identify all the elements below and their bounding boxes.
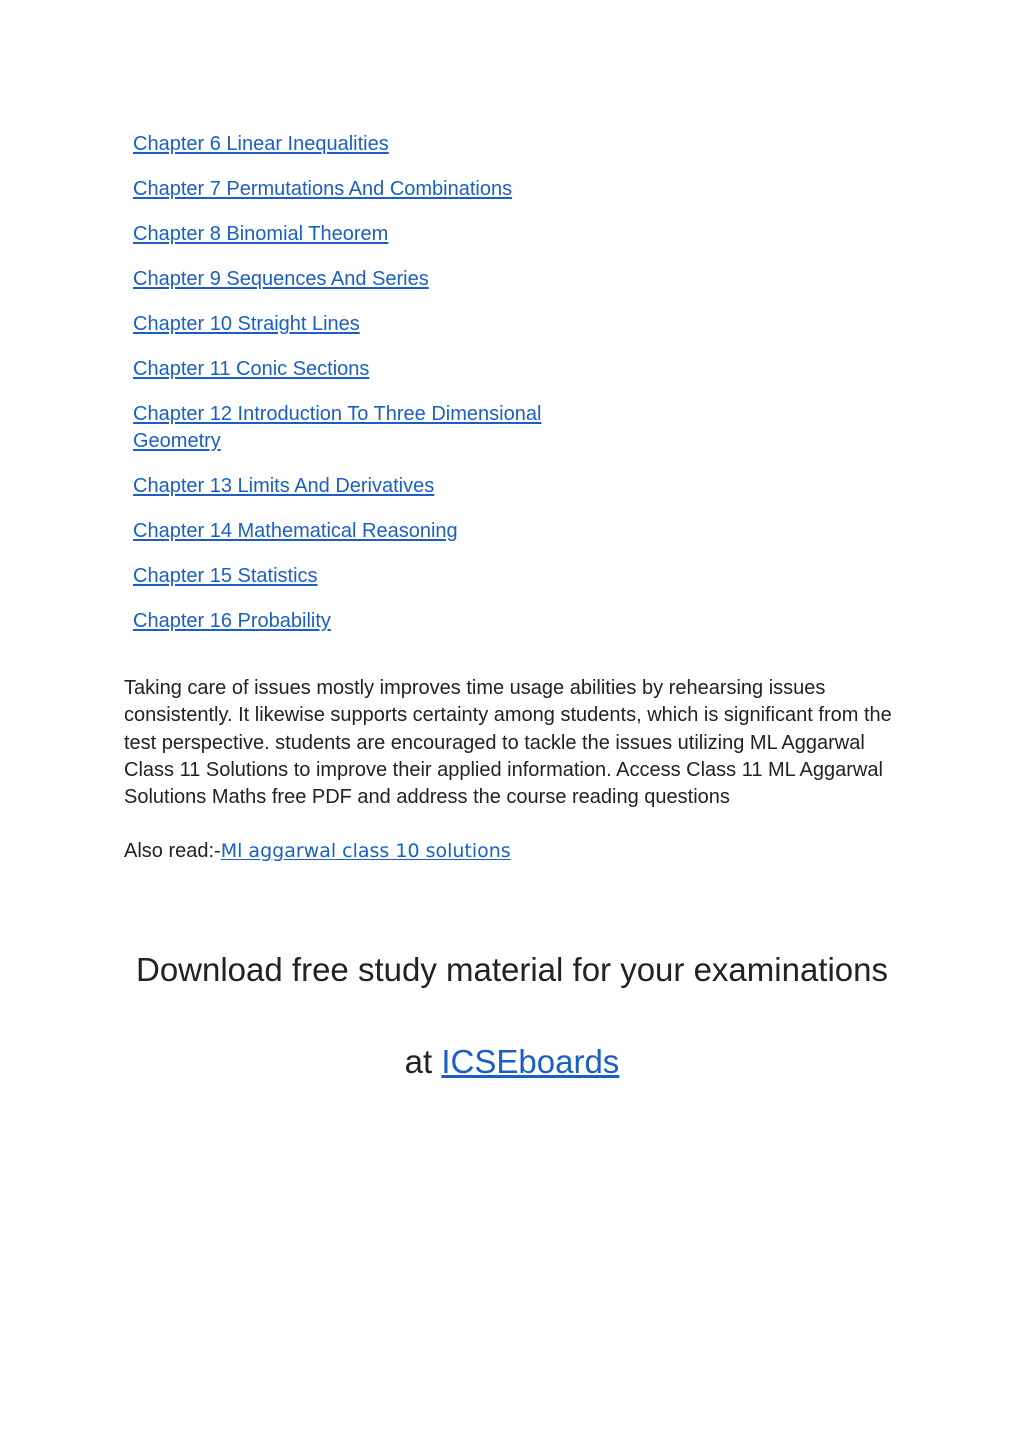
icseboards-link[interactable]: ICSEboards (441, 1043, 620, 1080)
chapter-link-7[interactable]: Chapter 7 Permutations And Combinations (133, 178, 513, 200)
chapter-link-9[interactable]: Chapter 9 Sequences And Series (133, 268, 429, 290)
list-item (133, 473, 593, 500)
body-paragraph: Taking care of issues mostly improves time usage abilities by rehearsing issues consistently. It likewise supports certainty among students, which is significant from the test perspective. students are encouraged to tackle the issues utilizing ML Aggarwal Class 11 Solutions to improve their applied information. Access Class 11 ML Aggarwal Solutions Maths free PDF and address the course reading questions (124, 677, 892, 809)
list-item (133, 608, 593, 635)
chapter-link-12[interactable]: Chapter 12 Introduction To Three Dimensional Geometry (133, 403, 542, 452)
chapter-link-8[interactable]: Chapter 8 Binomial Theorem (133, 223, 389, 245)
list-item (133, 563, 593, 590)
list-item (133, 311, 593, 338)
chapter-link-15[interactable]: Chapter 15 Statistics (133, 565, 318, 587)
also-read-line (124, 838, 511, 865)
chapter-link-10[interactable]: Chapter 10 Straight Lines (133, 313, 360, 335)
chapter-link-14[interactable]: Chapter 14 Mathematical Reasoning (133, 520, 458, 542)
chapter-link-6[interactable]: Chapter 6 Linear Inequalities (133, 133, 389, 155)
list-item (133, 221, 593, 248)
chapter-list (133, 131, 593, 653)
chapter-link-16[interactable]: Chapter 16 Probability (133, 610, 331, 632)
list-item (133, 266, 593, 293)
list-item (133, 518, 593, 545)
also-read-prefix: Also read:- (124, 840, 221, 862)
also-read-link[interactable]: Ml aggarwal class 10 solutions (220, 840, 511, 862)
list-item (133, 356, 593, 383)
icseboards-line (0, 1040, 1024, 1084)
list-item (133, 131, 593, 158)
chapter-link-11[interactable]: Chapter 11 Conic Sections (133, 358, 370, 380)
list-item (133, 176, 593, 203)
list-item (133, 401, 593, 455)
icseboards-prefix: at (404, 1043, 442, 1080)
download-heading: Download free study material for your examinations (135, 951, 889, 988)
chapter-link-13[interactable]: Chapter 13 Limits And Derivatives (133, 475, 435, 497)
